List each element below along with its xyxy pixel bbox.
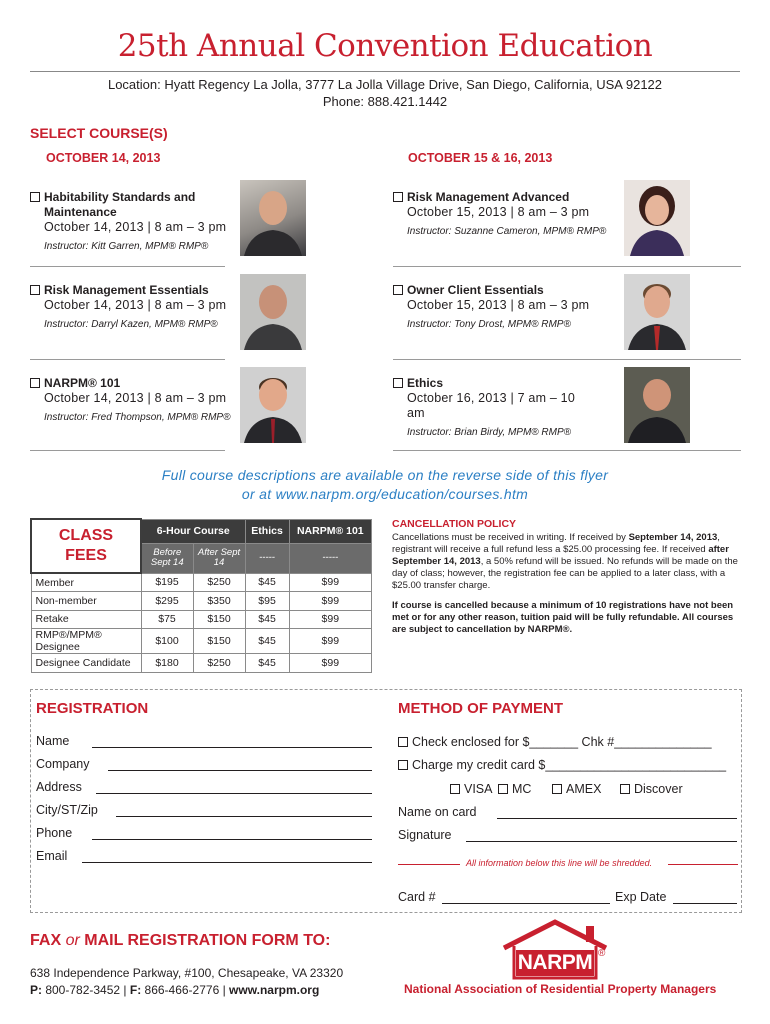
mailing-address <box>30 965 343 999</box>
course-date: October 16, 2013 | 7 am – 10 am <box>407 391 575 420</box>
checkbox-discover[interactable] <box>620 784 630 794</box>
course-ethics[interactable] <box>393 376 593 440</box>
instructor-photo-drost <box>624 274 690 350</box>
name-on-card-label: Name on card <box>398 805 477 819</box>
name-on-card-field[interactable] <box>497 818 737 819</box>
divider <box>30 450 225 451</box>
email-field[interactable] <box>82 862 372 863</box>
website-link[interactable]: www.narpm.org <box>229 983 320 997</box>
shred-note: All information below this line will be shredded. <box>466 858 653 868</box>
address-label: Address <box>36 780 82 794</box>
cancellation-p2: If course is cancelled because a minimum of 10 registrations have not been met or for any other reason, tuition paid will be fully refundable. All courses are subject to cancellation by NARPM®. <box>392 600 734 635</box>
instructor-photo-birdy <box>624 367 690 443</box>
phone-text: Phone: 888.421.1442 <box>322 94 448 109</box>
phone-label: Phone <box>36 826 73 840</box>
payment-heading: METHOD OF PAYMENT <box>398 700 564 717</box>
exp-date-label: Exp Date <box>615 890 667 904</box>
instructor-photo-cameron <box>624 180 690 256</box>
checkbox-amex[interactable] <box>552 784 562 794</box>
course-risk-essentials[interactable] <box>30 283 230 332</box>
col-narpm: NARPM® 101 <box>289 519 371 543</box>
company-field[interactable] <box>108 770 372 771</box>
name-field[interactable] <box>92 747 372 748</box>
logo-reg: ® <box>598 948 606 959</box>
cancellation-heading: CANCELLATION POLICY <box>392 518 517 530</box>
divider <box>393 450 741 451</box>
card-number-label: Card # <box>398 890 436 904</box>
person-silhouette-icon <box>624 274 690 350</box>
credit-option[interactable]: Charge my credit card $__________________________ <box>398 758 726 772</box>
ethics-dash: ----- <box>245 543 289 573</box>
person-silhouette-icon <box>240 180 306 256</box>
course-description-note <box>0 466 770 504</box>
instructor-photo-garren <box>240 180 306 256</box>
checkbox-habitability[interactable] <box>30 192 40 202</box>
divider <box>393 266 741 267</box>
company-label: Company <box>36 757 90 771</box>
class-fees-label: CLASS FEES <box>31 519 141 573</box>
contact-line: P: 800-782-3452 | F: 866-466-2776 | www.narpm.org <box>30 983 320 997</box>
cancellation-policy <box>392 518 742 636</box>
course-date: October 14, 2013 | 8 am – 3 pm <box>44 220 227 234</box>
phone-field[interactable] <box>92 839 372 840</box>
course-date: October 15, 2013 | 8 am – 3 pm <box>407 298 590 312</box>
checkbox-credit[interactable] <box>398 760 408 770</box>
card-number-field[interactable] <box>442 903 610 904</box>
address-text: 638 Independence Parkway, #100, Chesapeake, VA 23320 <box>30 966 344 980</box>
course-date: October 14, 2013 | 8 am – 3 pm <box>44 391 227 405</box>
card-amex[interactable]: AMEX <box>552 782 601 796</box>
table-row: Designee Candidate $180 $250 $45 $99 <box>31 654 372 673</box>
course-narpm-101[interactable] <box>30 376 230 425</box>
city-label: City/ST/Zip <box>36 803 98 817</box>
registration-heading: REGISTRATION <box>36 700 149 717</box>
col-after: After Sept 14 <box>193 543 245 573</box>
course-date: October 14, 2013 | 8 am – 3 pm <box>44 298 227 312</box>
person-silhouette-icon <box>240 367 306 443</box>
course-owner-client[interactable] <box>393 283 593 332</box>
person-silhouette-icon <box>240 274 306 350</box>
col-ethics: Ethics <box>245 519 289 543</box>
table-row: Non-member $295 $350 $95 $99 <box>31 592 372 611</box>
cancellation-p1: Cancellations must be received in writing. If received by September 14, 2013, registrant will receive a full refund less a $25.00 processing fee. If received after September 14, 2013, a 50% refund will be issued. No refunds will be made on the day of class; however, the registration fee can be applied to a later class, with a $25.00 transfer charge. <box>392 532 738 591</box>
checkbox-visa[interactable] <box>450 784 460 794</box>
table-row: RMP®/MPM® Designee $100 $150 $45 $99 <box>31 629 372 654</box>
card-visa[interactable]: VISA <box>450 782 493 796</box>
email-label: Email <box>36 849 68 863</box>
course-name: NARPM® 101 <box>44 376 121 390</box>
shred-rule-left <box>398 864 460 865</box>
checkbox-narpm-101[interactable] <box>30 378 40 388</box>
course-instructor: Instructor: Fred Thompson, MPM® RMP® <box>44 412 231 423</box>
select-courses-heading: SELECT COURSE(S) <box>30 125 168 141</box>
fax-mail-heading: FAX or MAIL REGISTRATION FORM TO: <box>30 932 331 949</box>
class-fees-table <box>30 518 372 673</box>
card-discover[interactable]: Discover <box>620 782 683 796</box>
narpm-dash: ----- <box>289 543 371 573</box>
divider <box>30 359 225 360</box>
check-option[interactable]: Check enclosed for $_______ Chk #______________ <box>398 735 712 749</box>
course-date: October 15, 2013 | 8 am – 3 pm <box>407 205 590 219</box>
narpm-logo <box>500 918 610 980</box>
registration-form <box>30 689 742 913</box>
location-block <box>0 76 770 110</box>
course-instructor: Instructor: Tony Drost, MPM® RMP® <box>407 319 571 330</box>
location-text: Location: Hyatt Regency La Jolla, 3777 La Jolla Village Drive, San Diego, California, USA 92122 <box>107 77 663 92</box>
page-title: 25th Annual Convention Education <box>117 28 653 64</box>
signature-field[interactable] <box>466 841 737 842</box>
course-name: Ethics <box>407 376 444 390</box>
checkbox-risk-advanced[interactable] <box>393 192 403 202</box>
checkbox-check[interactable] <box>398 737 408 747</box>
course-risk-advanced[interactable] <box>393 190 607 239</box>
checkbox-ethics[interactable] <box>393 378 403 388</box>
signature-label: Signature <box>398 828 452 842</box>
city-field[interactable] <box>116 816 372 817</box>
address-field[interactable] <box>96 793 372 794</box>
col-before: Before Sept 14 <box>141 543 193 573</box>
col-6hour: 6-Hour Course <box>141 519 245 543</box>
person-silhouette-icon <box>624 180 690 256</box>
course-instructor: Instructor: Kitt Garren, MPM® RMP® <box>44 241 209 252</box>
org-name: National Association of Residential Property Managers <box>404 982 717 996</box>
table-row: Retake $75 $150 $45 $99 <box>31 610 372 629</box>
person-silhouette-icon <box>624 367 690 443</box>
title-rule <box>30 71 740 72</box>
shred-rule-right <box>668 864 738 865</box>
course-instructor: Instructor: Brian Birdy, MPM® RMP® <box>407 427 572 438</box>
course-instructor: Instructor: Darryl Kazen, MPM® RMP® <box>44 319 218 330</box>
divider <box>393 359 741 360</box>
note-line-2[interactable]: or at www.narpm.org/education/courses.htm <box>241 486 529 502</box>
course-name: Risk Management Advanced <box>407 190 570 204</box>
checkbox-mc[interactable] <box>498 784 508 794</box>
course-instructor: Instructor: Suzanne Cameron, MPM® RMP® <box>407 226 607 237</box>
table-row: Member $195 $250 $45 $99 <box>31 573 372 592</box>
course-name: Risk Management Essentials <box>44 283 209 297</box>
name-label: Name <box>36 734 70 748</box>
checkbox-owner-client[interactable] <box>393 285 403 295</box>
day1-heading: OCTOBER 14, 2013 <box>46 151 161 165</box>
instructor-photo-kazen <box>240 274 306 350</box>
card-mc[interactable]: MC <box>498 782 531 796</box>
note-line-1: Full course descriptions are available on the reverse side of this flyer <box>161 467 609 483</box>
course-name: Owner Client Essentials <box>407 283 544 297</box>
divider <box>30 266 225 267</box>
checkbox-risk-essentials[interactable] <box>30 285 40 295</box>
course-habitability[interactable] <box>30 190 230 254</box>
exp-date-field[interactable] <box>673 903 737 904</box>
day2-heading: OCTOBER 15 & 16, 2013 <box>408 151 553 165</box>
course-name: Habitability Standards and Maintenance <box>44 190 196 219</box>
logo-word: NARPM <box>517 951 593 974</box>
instructor-photo-thompson <box>240 367 306 443</box>
